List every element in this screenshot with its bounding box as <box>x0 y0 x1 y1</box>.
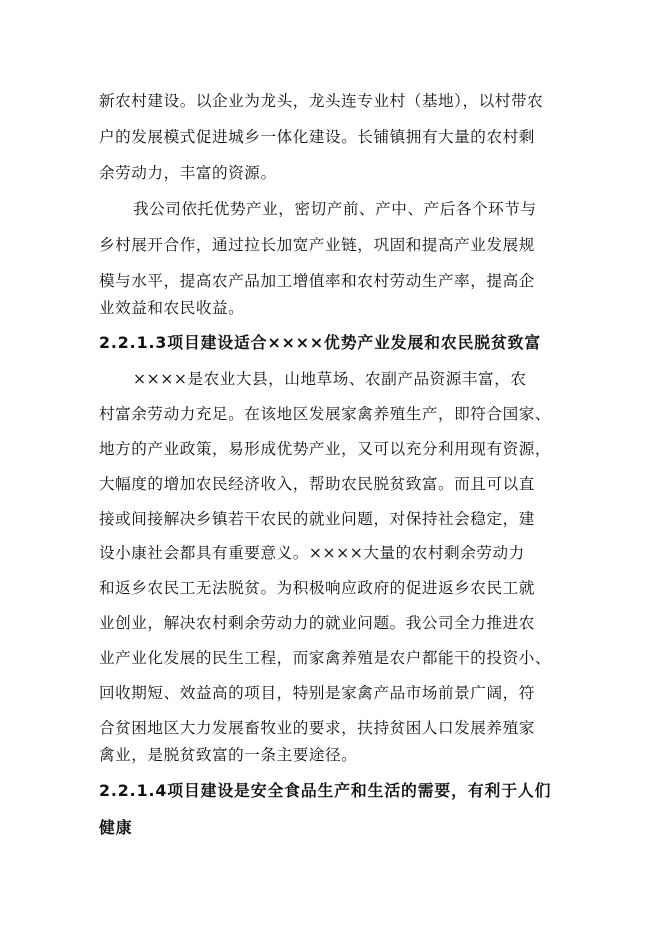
section-heading-2-2-1-4-continued: 健康 <box>99 818 133 837</box>
paragraph-line: 业创业，解决农村剩余劳动力的就业问题。我公司全力推进农 <box>99 614 535 632</box>
section-heading-2-2-1-3: 2.2.1.3项目建设适合××××优势产业发展和农民脱贫致富 <box>99 333 542 352</box>
paragraph-line: 合贫困地区大力发展畜牧业的要求，扶持贫困人口发展养殖家 <box>99 719 535 737</box>
paragraph-line: 新农村建设。以企业为龙头，龙头连专业村（基地），以村带农 <box>99 92 544 110</box>
paragraph-line: 业效益和农民收益。 <box>99 299 245 317</box>
paragraph-line: 模与水平，提高农产品加工增值率和农村劳动生产率，提高企 <box>99 272 535 290</box>
paragraph-line: 接或间接解决乡镇若干农民的就业问题，对保持社会稳定，建 <box>99 510 535 528</box>
paragraph-line: 禽业，是脱贫致富的一条主要途径。 <box>99 746 358 764</box>
paragraph-line: 地方的产业政策，易形成优势产业，又可以充分利用现有资源， <box>99 440 552 458</box>
paragraph-line: 设小康社会都具有重要意义。××××大量的农村剩余劳动力 <box>99 544 525 562</box>
paragraph-line: 我公司依托优势产业，密切产前、产中、产后各个环节与 <box>133 200 537 218</box>
paragraph-line: ××××是农业大县，山地草场、农副产品资源丰富，农 <box>133 370 527 388</box>
paragraph-line: 和返乡农民工无法脱贫。为积极响应政府的促进返乡农民工就 <box>99 579 535 597</box>
paragraph-line: 回收期短、效益高的项目，特别是家禽产品市场前景广阔，符 <box>99 684 535 702</box>
paragraph-line: 大幅度的增加农民经济收入，帮助农民脱贫致富。而且可以直 <box>99 475 535 493</box>
paragraph-line: 乡村展开合作，通过拉长加宽产业链，巩固和提高产业发展规 <box>99 236 535 254</box>
section-heading-2-2-1-4: 2.2.1.4项目建设是安全食品生产和生活的需要，有利于人们 <box>99 781 552 800</box>
paragraph-line: 业产业化发展的民生工程，而家禽养殖是农户都能干的投资小、 <box>99 649 552 667</box>
paragraph-line: 村富余劳动力充足。在该地区发展家禽养殖生产，即符合国家、 <box>99 405 552 423</box>
paragraph-line: 户的发展模式促进城乡一体化建设。长铺镇拥有大量的农村剩 <box>99 128 535 146</box>
paragraph-line: 余劳动力，丰富的资源。 <box>99 164 277 182</box>
